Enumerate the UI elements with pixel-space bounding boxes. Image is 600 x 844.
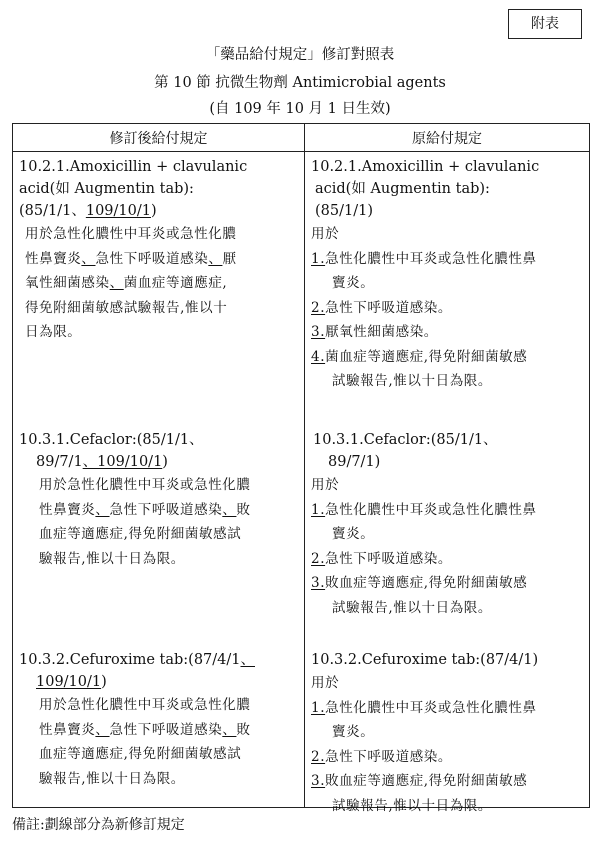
entry-heading: 10.3.1.Cefaclor:(85/1/1、 [313,432,498,448]
body-text: 敗 [236,721,251,738]
list-item [311,296,589,321]
entry-body [19,247,304,272]
new-text: 、 [109,275,124,291]
item-number: 1. [311,699,326,716]
entry-body [19,718,304,743]
revised-entry-cefaclor [19,429,304,571]
entry-dates [19,451,304,473]
original-entry-amoxicillin [311,156,589,394]
entry-body: 血症等適應症,得免附細菌敏感試 [39,746,242,762]
new-text: 、 [240,652,255,668]
item-text: 菌血症等適應症,得免附細菌敏感 [325,348,528,365]
entry-body: 血症等適應症,得免附細菌敏感試 [39,526,242,542]
entry-body: 用於急性化膿性中耳炎或急性化膿 [39,697,251,713]
entry-body: 驗報告,惟以十日為限。 [39,770,185,787]
heading-text: 10.3.2.Cefuroxime tab:(87/4/1 [19,652,241,668]
list-item [311,745,589,770]
list-item [311,498,589,523]
table-header-row [13,124,590,152]
item-text: 敗血症等適應症,得免附細菌敏感 [325,773,528,789]
effective-date: (自 109 年 10 月 1 日生效) [209,101,391,117]
list-item-continuation: 試驗報告,惟以十日為限。 [332,797,492,814]
entry-heading: 10.2.1.Amoxicillin + clavulanic [311,159,540,175]
footnote: 備註:劃線部分為新修訂規定 [12,817,185,833]
date-text: 89/7/1 [36,454,83,470]
list-item-continuation: 試驗報告,惟以十日為限。 [332,599,492,616]
date-text: ) [101,674,107,690]
entry-body: 用於急性化膿性中耳炎或急性化膿 [25,226,237,242]
new-text: 、 [95,501,110,518]
new-text: 、 [95,721,110,738]
document-title: 「藥品給付規定」修訂對照表 [205,47,395,63]
list-item [311,769,589,794]
list-item-continuation: 竇炎。 [332,526,375,542]
body-text: 性鼻竇炎 [39,501,96,518]
table-body-row [13,152,590,808]
new-text: 、 [81,250,96,267]
entry-heading: 10.2.1.Amoxicillin + clavulanic [19,159,248,175]
item-number: 1. [311,250,326,267]
entry-body: 用於急性化膿性中耳炎或急性化膿 [39,477,251,493]
entry-heading [19,649,304,671]
entry-dates: (85/1/1) [315,203,373,219]
item-text: 急性化膿性中耳炎或急性化膿性鼻 [325,250,537,267]
entry-heading: acid(如 Augmentin tab): [315,181,490,197]
new-date: 109/10/1 [36,674,102,690]
item-text: 急性下呼吸道感染。 [325,550,452,567]
item-number: 3. [311,575,326,591]
new-text: 、 [222,501,237,518]
item-number: 2. [311,299,326,316]
entry-dates [19,671,304,693]
item-number: 1. [311,501,326,518]
section-title: 第 10 節 抗微生物劑 Antimicrobial agents [154,75,446,91]
date-text: ) [150,203,157,219]
list-item [311,247,589,272]
body-text: 菌血症等適應症, [123,275,228,291]
date-text: ) [162,454,168,470]
list-item-continuation: 試驗報告,惟以十日為限。 [332,373,492,389]
revised-entry-amoxicillin [19,156,304,345]
body-text: 急性下呼吸道感染 [109,501,223,518]
entry-body [19,498,304,523]
entry-heading: 10.3.2.Cefuroxime tab:(87/4/1) [311,652,539,668]
item-text: 急性下呼吸道感染。 [325,299,452,316]
entry-intro: 用於 [311,226,340,242]
entry-body: 日為限。 [25,324,82,340]
original-entry-cefuroxime [311,649,589,818]
entry-dates [19,200,304,222]
list-item [311,696,589,721]
attachment-label: 附表 [508,9,582,39]
list-item [311,320,589,345]
new-text: 、 [208,250,223,267]
item-text: 急性下呼吸道感染。 [325,748,452,765]
header-revised: 修訂後給付規定 [13,124,305,152]
item-number: 3. [311,324,326,340]
list-item-continuation: 竇炎。 [332,275,375,291]
body-text: 厭 [222,250,237,267]
original-column [305,152,590,814]
item-number: 3. [311,773,326,789]
entry-body: 驗報告,惟以十日為限。 [39,550,185,567]
list-item [311,571,589,596]
entry-heading: acid(如 Augmentin tab): [19,181,194,197]
item-text: 厭氧性細菌感染。 [325,324,438,340]
revised-entry-cefuroxime [19,649,304,791]
body-text: 敗 [236,501,251,518]
list-item-continuation: 竇炎。 [332,724,375,740]
item-number: 2. [311,550,326,567]
body-text: 性鼻竇炎 [39,721,96,738]
entry-heading: 10.3.1.Cefaclor:(85/1/1、 [19,432,204,448]
list-item [311,547,589,572]
body-text: 急性下呼吸道感染 [95,250,209,267]
item-text: 敗血症等適應症,得免附細菌敏感 [325,575,528,591]
item-number: 4. [311,348,326,365]
entry-body: 得免附細菌敏感試驗報告,惟以十 [25,299,228,316]
body-text: 性鼻竇炎 [25,250,82,267]
list-item [311,345,589,370]
date-text: (85/1/1、 [19,203,86,219]
original-entry-cefaclor [313,429,589,620]
header-original: 原給付規定 [305,124,590,152]
revised-column [13,152,305,808]
body-text: 氧性細菌感染 [25,275,110,291]
item-text: 急性化膿性中耳炎或急性化膿性鼻 [325,501,537,518]
body-text: 急性下呼吸道感染 [109,721,223,738]
entry-intro: 用於 [311,675,340,691]
item-number: 2. [311,748,326,765]
comparison-table [12,123,590,814]
entry-intro: 用於 [311,477,340,493]
new-text: 、 [222,721,237,738]
item-text: 急性化膿性中耳炎或急性化膿性鼻 [325,699,537,716]
entry-body [19,271,304,296]
new-date: 、109/10/1 [82,454,163,470]
new-date: 109/10/1 [85,203,151,219]
entry-dates: 89/7/1) [328,454,381,470]
